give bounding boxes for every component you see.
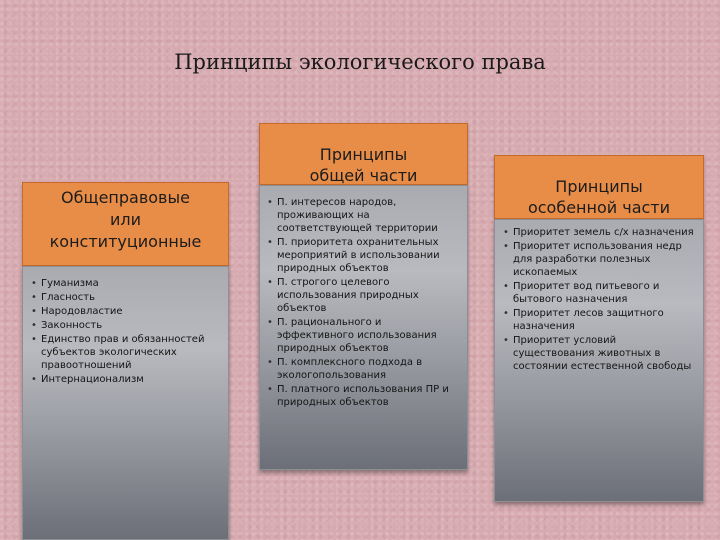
list-item: • Народовластие: [29, 305, 222, 318]
list-item: • Законность: [29, 319, 222, 332]
list-item: • П. приоритета охранительных мероприятий в использовании природных объектов: [265, 236, 461, 275]
list-special-part: [501, 226, 697, 373]
list-item: • П. платного использования ПР и природных объектов: [265, 383, 461, 409]
column-heading-special-part-label: Принципы особенной части: [527, 177, 671, 217]
column-heading-general-part: [259, 123, 468, 185]
list-item: • Приоритет использования недр для разработки полезных ископаемых: [501, 240, 697, 279]
list-general-part: [265, 196, 461, 409]
column-heading-special-part: [494, 155, 704, 219]
list-item: • Приоритет земель с/х назначения: [501, 226, 697, 239]
list-item: • П. строгого целевого использования природных объектов: [265, 276, 461, 315]
column-heading-general-label: Общеправовые или конституционные: [49, 188, 202, 251]
list-item: • Гласность: [29, 291, 222, 304]
list-item: • Приоритет условий существования животных в состоянии естественной свободы: [501, 334, 697, 373]
column-body-general: [22, 266, 229, 540]
column-body-special-part: [494, 219, 704, 502]
list-item: • П. рационального и эффективного использования природных объектов: [265, 316, 461, 355]
column-body-general-part: [259, 185, 468, 470]
list-item: • П. комплексного подхода в экологопользования: [265, 356, 461, 382]
list-item: • Приоритет вод питьевого и бытового назначения: [501, 280, 697, 306]
column-heading-general-part-label: Принципы общей части: [309, 145, 418, 185]
list-item: • П. интересов народов, проживающих на соответствующей территории: [265, 196, 461, 235]
list-general: [29, 277, 222, 386]
column-heading-general: [22, 182, 229, 266]
list-item: • Единство прав и обязанностей субъектов экологических правоотношений: [29, 333, 222, 372]
page-title: Принципы экологического права: [174, 50, 546, 74]
list-item: • Приоритет лесов защитного назначения: [501, 307, 697, 333]
list-item: • Гуманизма: [29, 277, 222, 290]
list-item: • Интернационализм: [29, 373, 222, 386]
